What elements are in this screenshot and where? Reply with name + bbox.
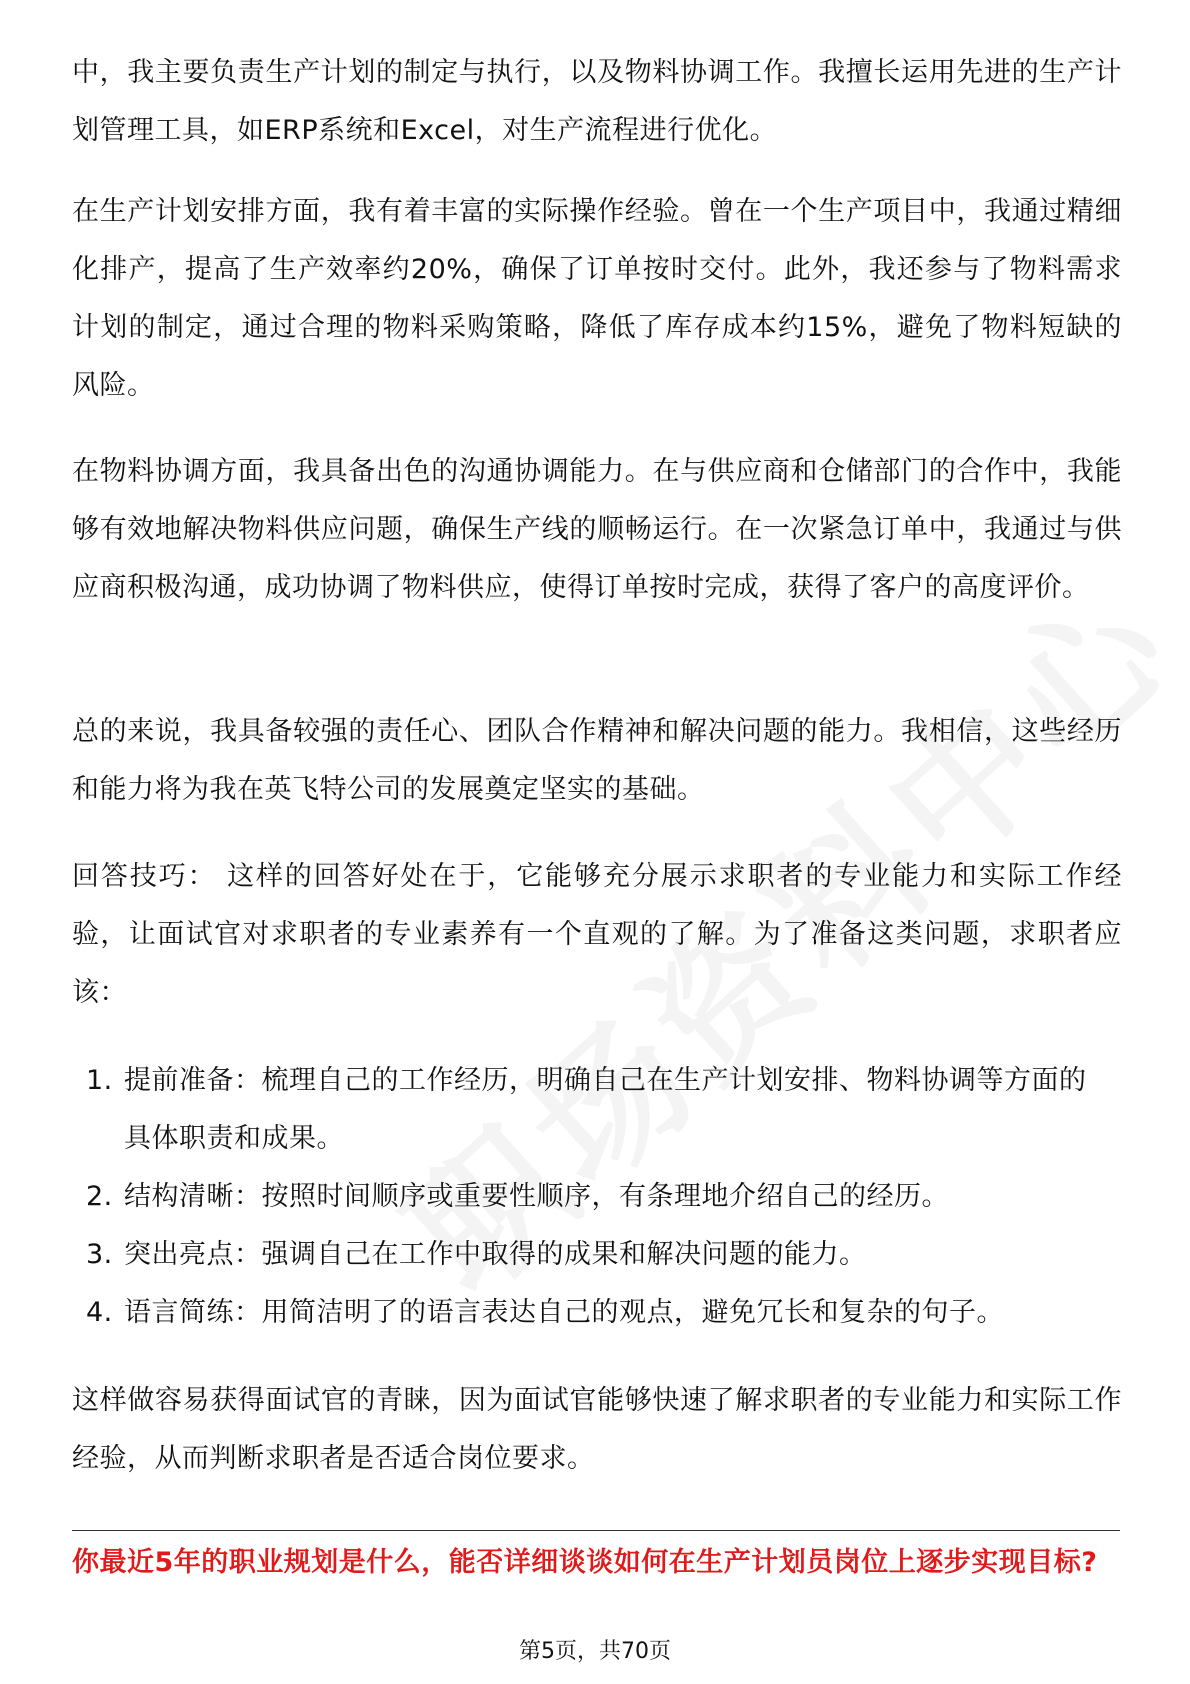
- tips-list: [86, 1052, 1106, 1342]
- page-number-footer: 第5页，共70页: [519, 1639, 671, 1664]
- list-item-text: 突出亮点：强调自己在工作中取得的成果和解决问题的能力。: [124, 1239, 867, 1270]
- list-item-number: 4.: [86, 1297, 113, 1328]
- paragraph-summary: 总的来说，我具备较强的责任心、团队合作精神和解决问题的能力。我相信，这些经历和能力将为我在英飞特公司的发展奠定坚实的基础。: [72, 716, 1122, 805]
- next-question-heading: 你最近5年的职业规划是什么，能否详细谈谈如何在生产计划员岗位上逐步实现目标?: [72, 1547, 1098, 1578]
- paragraph-answer-tips: 回答技巧： 这样的回答好处在于，它能够充分展示求职者的专业能力和实际工作经验，让面试官对求职者的专业素养有一个直观的了解。为了准备这类问题，求职者应该：: [72, 861, 1122, 1008]
- section-divider: [72, 1530, 1120, 1531]
- list-item-number: 3.: [86, 1239, 113, 1270]
- paragraph-planning: 在生产计划安排方面，我有着丰富的实际操作经验。曾在一个生产项目中，我通过精细化排产，提高了生产效率约20%，确保了订单按时交付。此外，我还参与了物料需求计划的制定，通过合理的物料采购策略，降低了库存成本约15%，避免了物料短缺的风险。: [72, 196, 1122, 401]
- paragraph-intro: 中，我主要负责生产计划的制定与执行，以及物料协调工作。我擅长运用先进的生产计划管理工具，如ERP系统和Excel，对生产流程进行优化。: [72, 57, 1122, 146]
- list-item: [86, 1284, 1106, 1342]
- paragraph-coordination: 在物料协调方面，我具备出色的沟通协调能力。在与供应商和仓储部门的合作中，我能够有效地解决物料供应问题，确保生产线的顺畅运行。在一次紧急订单中，我通过与供应商积极沟通，成功协调了物料供应，使得订单按时完成，获得了客户的高度评价。: [72, 456, 1122, 603]
- list-item: [86, 1168, 1106, 1226]
- paragraph-closing: 这样做容易获得面试官的青睐，因为面试官能够快速了解求职者的专业能力和实际工作经验，从而判断求职者是否适合岗位要求。: [72, 1385, 1122, 1474]
- list-item-number: 1.: [86, 1065, 113, 1096]
- list-item-number: 2.: [86, 1181, 113, 1212]
- list-item-text: 语言简练：用简洁明了的语言表达自己的观点，避免冗长和复杂的句子。: [124, 1297, 1004, 1328]
- list-item-text: 结构清晰：按照时间顺序或重要性顺序，有条理地介绍自己的经历。: [124, 1181, 949, 1212]
- list-item-text: 提前准备：梳理自己的工作经历，明确自己在生产计划安排、物料协调等方面的具体职责和成果。: [124, 1065, 1087, 1154]
- list-item: [86, 1226, 1106, 1284]
- list-item: [86, 1052, 1106, 1168]
